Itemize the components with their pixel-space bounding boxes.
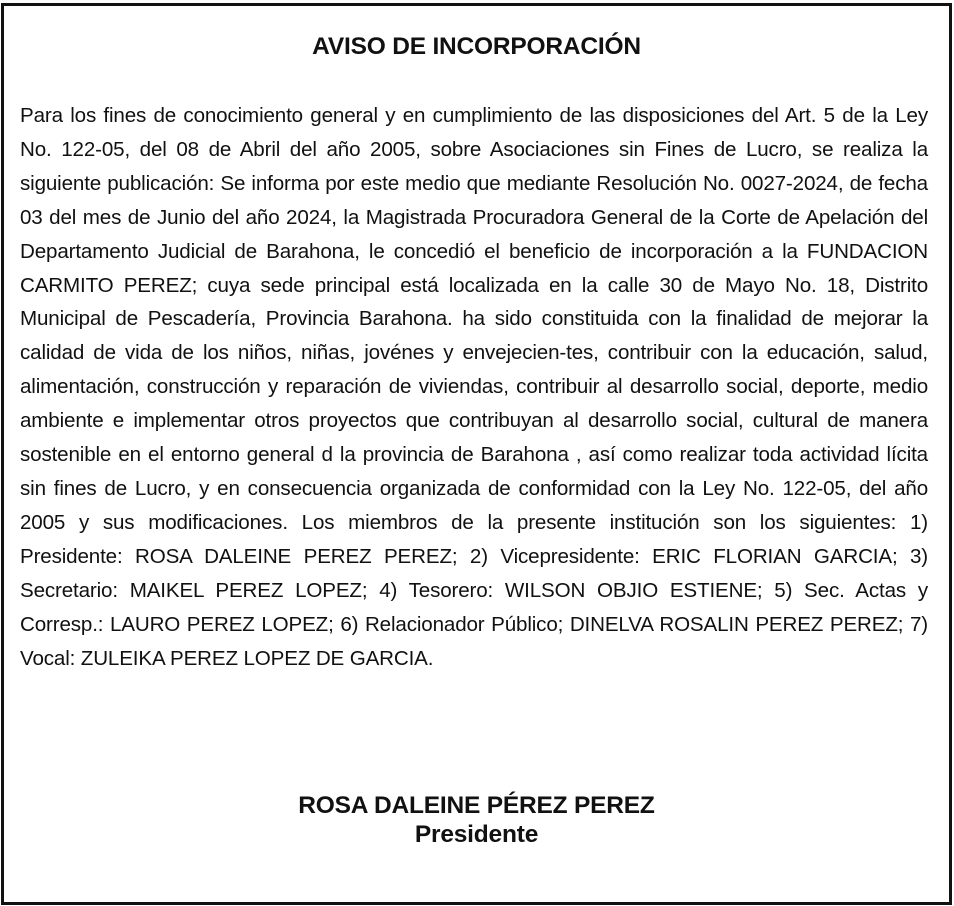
signature-block <box>4 791 949 849</box>
notice-frame <box>1 3 952 905</box>
signature-name: ROSA DALEINE PÉREZ PEREZ <box>298 792 655 819</box>
notice-title: AVISO DE INCORPORACIÓN <box>312 33 641 60</box>
notice-body: Para los fines de conocimiento general y en cumplimiento de las disposiciones del Art. 5 de la Ley No. 122-05, del 08 de Abril del año 2005, sobre Asociaciones sin Fines de Lucro, se realiza la siguiente publicación: Se informa por este medio que mediante Resolución No. 0027-2024, de fecha 03 del mes de Junio del año 2024, la Magistrada Procuradora General de la Corte de Apelación del Departamento Judicial de Barahona, le concedió el beneficio de incorporación a la FUNDACION CARMITO PEREZ; cuya sede principal está localizada en la calle 30 de Mayo No. 18, Distrito Municipal de Pescadería, Provincia Barahona. ha sido constituida con la finalidad de mejorar la calidad de vida de los niños, niñas, jovénes y envejecien-tes, contribuir con la educación, salud, alimentación, construcción y reparación de viviendas, contribuir al desarrollo social, deporte, medio ambiente e implementar otros proyectos que contribuyan al desarrollo social, cultural de manera sostenible en el entorno general d la provincia de Barahona , así como realizar toda actividad lícita sin fines de Lucro, y en consecuencia organizada de conformidad con la Ley No. 122-05, del año 2005 y sus modificaciones. Los miembros de la presente institución son los siguientes: 1) Presidente: ROSA DALEINE PEREZ PEREZ; 2) Vicepresidente: ERIC FLORIAN GARCIA; 3) Secretario: MAIKEL PEREZ LOPEZ; 4) Tesorero: WILSON OBJIO ESTIENE; 5) Sec. Actas y Corresp.: LAURO PEREZ LOPEZ; 6) Relacionador Público; DINELVA ROSALIN PEREZ PEREZ; 7) Vocal: ZULEIKA PEREZ LOPEZ DE GARCIA. <box>20 104 928 670</box>
signature-role: Presidente <box>414 821 539 848</box>
